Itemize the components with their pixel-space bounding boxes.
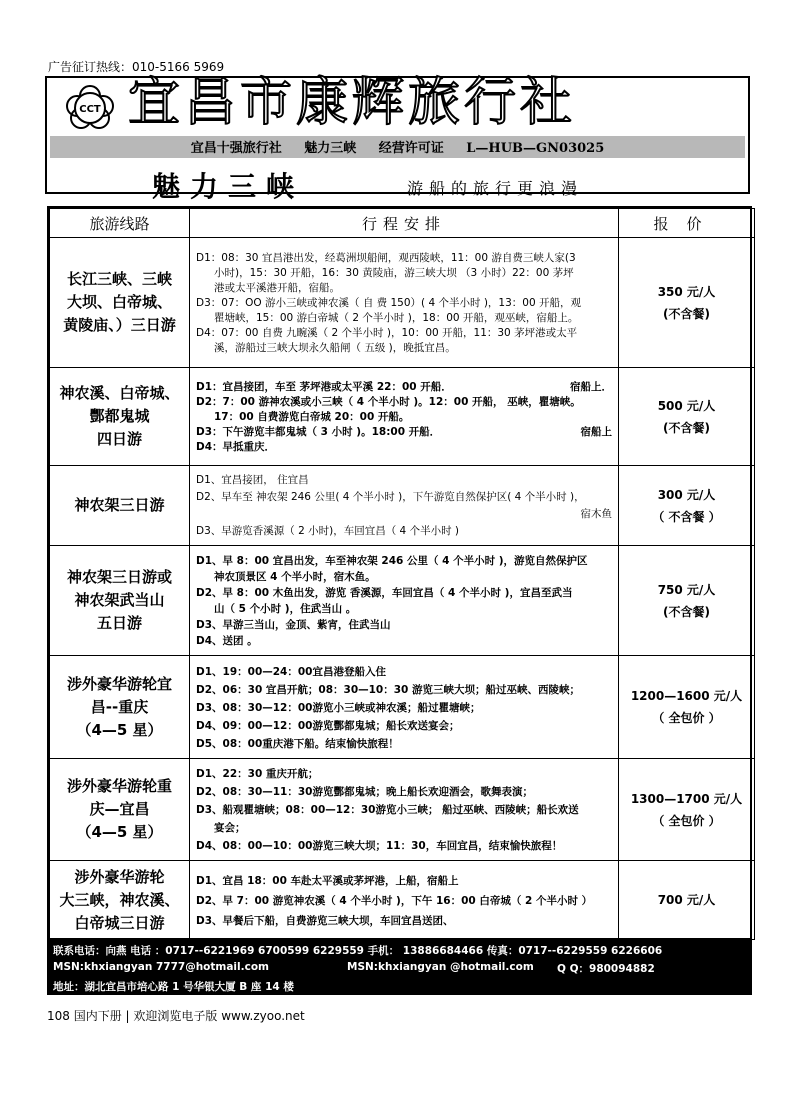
price-value: 1300—1700 元/人 xyxy=(630,791,743,806)
schedule-line: 小时)，15：30 开船，16：30 黄陵庙，游三峡大坝 （3 小时）22：00 茅坪 xyxy=(214,266,574,279)
table-row xyxy=(50,759,755,861)
price-note: (不含餐) xyxy=(663,604,710,619)
schedule-cell xyxy=(190,238,619,368)
price-value: 1200—1600 元/人 xyxy=(630,689,743,703)
contact-phone: 联系电话：向燕 电话 ：0717--6221969 6700599 6229559 手机： 13886684466 传真：0717--6229559 6226606 xyxy=(53,945,663,957)
route-line: 五日游 xyxy=(96,614,142,632)
agency-title: 宜昌市康辉旅行社 xyxy=(128,73,577,133)
route-line: 庆—宜昌 xyxy=(89,800,150,818)
route-line: 长江三峡、三峡 xyxy=(66,270,172,288)
schedule-cell xyxy=(190,546,619,656)
price-value: 750 元/人 xyxy=(657,582,716,597)
schedule-cell xyxy=(190,466,619,546)
schedule-line: D1、宜昌接团， 住宜昌 xyxy=(196,474,309,486)
table-row xyxy=(50,546,755,656)
schedule-line: D1：08：30 宜昌港出发，经葛洲坝船闸，观西陵峡，11：00 游自费三峡人家(3 xyxy=(196,251,576,264)
schedule-line: D4、送团 。 xyxy=(196,635,258,647)
price-value: 700 元/人 xyxy=(657,893,716,907)
price-note: （ 不含餐 ） xyxy=(652,509,721,524)
route-line: 昌--重庆 xyxy=(90,697,149,716)
logo-text: CCT xyxy=(79,104,101,115)
schedule-line: 瞿塘峡，15：00 游白帝城（ 2 个半小时 )，18：00 开船，观巫峡，宿船上。 xyxy=(214,311,579,324)
route-line: （4—5 星） xyxy=(76,823,163,841)
schedule-line: D3、船观瞿塘峡；08：00—12：30游览小三峡； 船过巫峡、西陵峡；船长欢送 xyxy=(196,804,579,816)
contact-msn-2: MSN:khxiangyan @hotmail.com xyxy=(347,961,534,973)
route-cell xyxy=(50,466,190,546)
schedule-cell xyxy=(190,759,619,861)
price-note: （ 全包价 ） xyxy=(652,711,721,725)
contact-address: 地址：湖北宜昌市培心路 1 号华银大厦 B 座 14 楼 xyxy=(53,981,294,993)
route-line: 涉外豪华游轮重 xyxy=(66,777,172,795)
route-line: 涉外豪华游轮 xyxy=(74,867,165,886)
schedule-cell xyxy=(190,368,619,466)
route-line: 四日游 xyxy=(96,430,142,448)
schedule-line: D2、早 7：00 游览神农溪（ 4 个半小时 )，下午 16：00 白帝城（ 2 个半小时 ） xyxy=(196,894,593,907)
schedule-line: D1、宜昌 18：00 车赴太平溪或茅坪港，上船，宿船上 xyxy=(196,874,459,887)
schedule-line: D2：7：00 游神农溪或小三峡（ 4 个半小时 )。12：00 开船， 巫峡，瞿塘峡。 xyxy=(196,395,581,408)
schedule-line: D2、早 8：00 木鱼出发，游览 香溪源，车回宜昌（ 4 个半小时 )，宜昌至武当 xyxy=(196,587,573,599)
route-line: （4—5 星） xyxy=(76,720,163,739)
schedule-line: 溪，游船过三峡大坝永久船闸（ 五级 )，晚抵宜昌。 xyxy=(214,341,456,354)
schedule-line: D4：早抵重庆． xyxy=(196,440,276,453)
schedule-line: D3、08：30—12：00游览小三峡或神农溪；船过瞿塘峡； xyxy=(196,701,481,714)
contact-qq: Q Q：980094882 xyxy=(557,963,655,975)
route-cell xyxy=(50,368,190,466)
price-note: （ 全包价 ） xyxy=(652,813,721,828)
header-schedule: 行程安排 xyxy=(190,209,619,238)
price-value: 350 元/人 xyxy=(657,284,716,299)
price-note: (不含餐) xyxy=(663,420,710,435)
route-line: 酆都鬼城 xyxy=(89,407,150,425)
schedule-line: D3、早游三当山，金顶、紫宵，住武当山 xyxy=(196,619,391,631)
schedule-line: D5、08：00重庆港下船。结束愉快旅程！ xyxy=(196,737,399,750)
price-cell xyxy=(619,368,755,466)
schedule-line: D3、早餐后下船，自费游览三峡大坝，车回宜昌送团、 xyxy=(196,914,454,927)
cct-logo xyxy=(60,84,120,130)
slogan-main: 魅力三峡 xyxy=(152,170,305,203)
price-cell xyxy=(619,656,755,759)
table-row xyxy=(50,466,755,546)
table-row xyxy=(50,861,755,940)
schedule-line: 港或太平溪港开船，宿船。 xyxy=(214,281,340,294)
route-line: 大坝、白帝城、 xyxy=(66,293,172,311)
slogan-sub: 游船的旅行更浪漫 xyxy=(407,179,584,198)
ad-hotline: 广告征订热线：010-5166 5969 xyxy=(48,60,225,74)
price-cell xyxy=(619,759,755,861)
route-cell xyxy=(50,861,190,940)
table-row xyxy=(50,238,755,368)
route-line: 白帝城三日游 xyxy=(74,913,165,932)
route-cell xyxy=(50,546,190,656)
route-cell xyxy=(50,656,190,759)
schedule-cell xyxy=(190,656,619,759)
price-cell xyxy=(619,238,755,368)
header-price: 报价 xyxy=(619,209,755,238)
route-cell xyxy=(50,238,190,368)
table-row xyxy=(50,656,755,759)
table-header-row xyxy=(50,209,755,238)
price-value: 500 元/人 xyxy=(657,398,716,413)
schedule-line: D3、早游览香溪源（ 2 小时)，车回宜昌（ 4 个半小时 ) xyxy=(196,525,460,537)
schedule-line: 17：00 自费游览白帝城 20：00 开船。 xyxy=(214,410,410,423)
price-cell xyxy=(619,546,755,656)
schedule-line: D4：07：00 自费 九畹溪（ 2 个半小时 )，10：00 开船，11：30 茅坪港或太平 xyxy=(196,326,578,339)
route-line: 神农架三日游或 xyxy=(66,568,172,586)
contact-bar xyxy=(47,940,752,995)
price-cell xyxy=(619,466,755,546)
schedule-line: D2、08：30—11：30游览酆都鬼城；晚上船长欢迎酒会，歌舞表演； xyxy=(196,786,533,798)
schedule-cell xyxy=(190,861,619,940)
schedule-line: D2、早车至 神农架 246 公里( 4 个半小时 )，下午游览自然保护区( 4 个半小时 )， xyxy=(196,491,585,503)
route-line: 涉外豪华游轮宜 xyxy=(66,674,172,693)
route-line: 神农架三日游 xyxy=(74,496,165,514)
schedule-line: D4、08：00—10：00游览三峡大坝；11：30，车回宜昌，结束愉快旅程！ xyxy=(196,840,563,852)
page-footer: 108 国内下册 | 欢迎浏览电子版 www.zyoo.net xyxy=(47,1009,305,1023)
route-line: 神农溪、白帝城、 xyxy=(59,384,180,402)
schedule-line: D1、22：30 重庆开航； xyxy=(196,768,319,780)
itinerary-table xyxy=(47,206,752,940)
schedule-line: D1：宜昌接团，车至 茅坪港或太平溪 22：00 开船． 宿船上． xyxy=(196,380,612,393)
route-line: 大三峡，神农溪、 xyxy=(59,890,180,909)
schedule-line: D1、早 8：00 宜昌出发，车至神农架 246 公里（ 4 个半小时 )，游览自然保护区 xyxy=(196,555,588,567)
schedule-line: 神农顶景区 4 个半小时，宿木鱼。 xyxy=(214,571,376,583)
price-note: (不含餐) xyxy=(663,306,710,321)
contact-msn-1: MSN:khxiangyan 7777@hotmail.com xyxy=(53,961,269,973)
price-cell xyxy=(619,861,755,940)
route-line: 黄陵庙、）三日游 xyxy=(63,316,176,334)
subtitle-text: 宜昌十强旅行社 魅力三峡 经营许可证 L—HUB—GN03025 xyxy=(190,141,605,156)
route-line: 神农架武当山 xyxy=(74,591,165,609)
schedule-line: D3：07：OO 游小三峡或神农溪（ 自 费 150）( 4 个半小时 )，13：00 开船，观 xyxy=(196,296,581,309)
header-route: 旅游线路 xyxy=(50,209,190,238)
schedule-line: 宿木鱼 xyxy=(580,508,612,520)
schedule-line: D2、06：30 宜昌开航；08：30—10：30 游览三峡大坝；船过巫峡、西陵峡； xyxy=(196,683,581,696)
price-value: 300 元/人 xyxy=(657,487,716,502)
schedule-line: 宴会； xyxy=(214,822,246,834)
schedule-line: D1、19：00—24：00宜昌港登船入住 xyxy=(196,665,386,678)
schedule-line: 山（ 5 个小时 )，住武当山 。 xyxy=(214,603,357,615)
table-row xyxy=(50,368,755,466)
route-cell xyxy=(50,759,190,861)
schedule-line: D4、09：00—12：00游览酆都鬼城；船长欢送宴会； xyxy=(196,719,460,732)
schedule-line: D3：下午游览丰都鬼城（ 3 小时 )。18:00 开船． 宿船上 xyxy=(196,425,612,438)
